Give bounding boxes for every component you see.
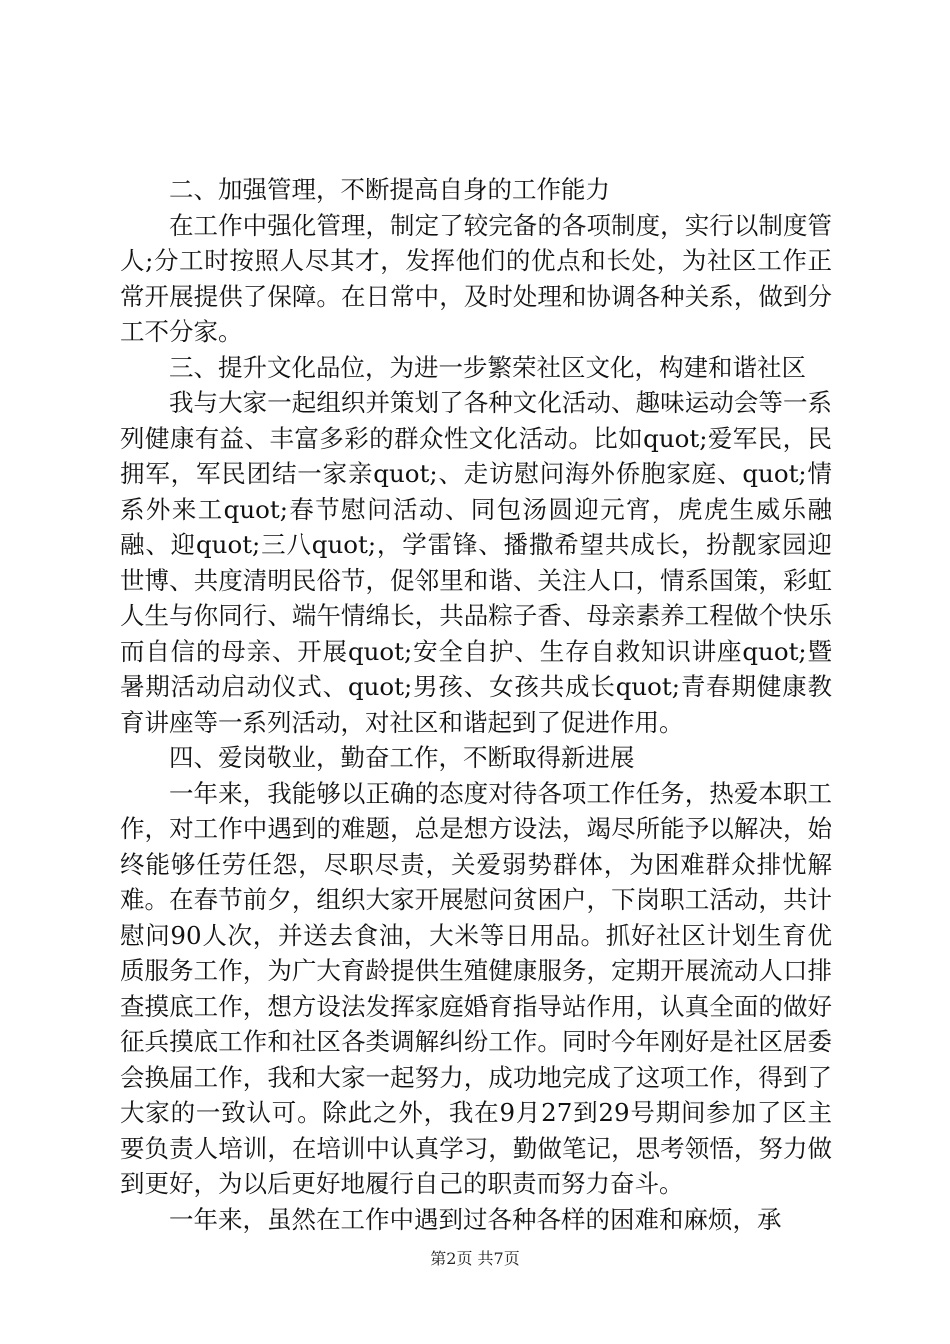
paragraph-management: 在工作中强化管理，制定了较完备的各项制度，实行以制度管人;分工时按照人尽其才，发挥他们的优点和长处，为社区工作正常开展提供了保障。在日常中，及时处理和协调各种关系，做到分工不分家。 [120,210,832,346]
section-heading-management: 二、加强管理，不断提高自身的工作能力 [169,175,610,204]
section-heading-dedication: 四、爱岗敬业，勤奋工作，不断取得新进展 [169,743,635,772]
page-number-footer: 第2页 共7页 [430,1249,520,1268]
paragraph-closing: 一年来，虽然在工作中遇到过各种各样的困难和麻烦，承 [169,1204,782,1234]
paragraph-culture: 我与大家一起组织并策划了各种文化活动、趣味运动会等一系列健康有益、丰富多彩的群众性文化活动。比如quot;爱军民，民拥军，军民团结一家亲quot;、走访慰问海外侨胞家庭、quot;情系外来工quot;春节慰问活动、同包汤圆迎元宵，虎虎生威乐融融、迎quot;三八quot;，学雷锋、播撒希望共成长，扮靓家园迎世博、共度清明民俗节，促邻里和谐、关注人口，情系国策，彩虹人生与你同行、端午情绵长，共品粽子香、母亲素养工程做个快乐而自信的母亲、开展quot;安全自护、生存自救知识讲座quot;暨暑期活动启动仪式、quot;男孩、女孩共成长quot;青春期健康教育讲座等一系列活动，对社区和谐起到了促进作用。 [120,388,832,737]
paragraph-dedication: 一年来，我能够以正确的态度对待各项工作任务，热爱本职工作，对工作中遇到的难题，总是想方设法，竭尽所能予以解决，始终能够任劳任怨，尽职尽责，关爱弱势群体，为困难群众排忧解难。在春节前夕，组织大家开展慰问贫困户，下岗职工活动，共计慰问90人次，并送去食油，大米等日用品。抓好社区计划生育优质服务工作，为广大育龄提供生殖健康服务，定期开展流动人口排查摸底工作，想方设法发挥家庭婚育指导站作用，认真全面的做好征兵摸底工作和社区各类调解纠纷工作。同时今年刚好是社区居委会换届工作，我和大家一起努力，成功地完成了这项工作，得到了大家的一致认可。除此之外，我在9月27到29号期间参加了区主要负责人培训，在培训中认真学习，勤做笔记，思考领悟，努力做到更好，为以后更好地履行自己的职责而努力奋斗。 [120,778,832,1198]
section-heading-culture: 三、提升文化品位，为进一步繁荣社区文化，构建和谐社区 [169,352,806,382]
document-body [120,172,832,1237]
